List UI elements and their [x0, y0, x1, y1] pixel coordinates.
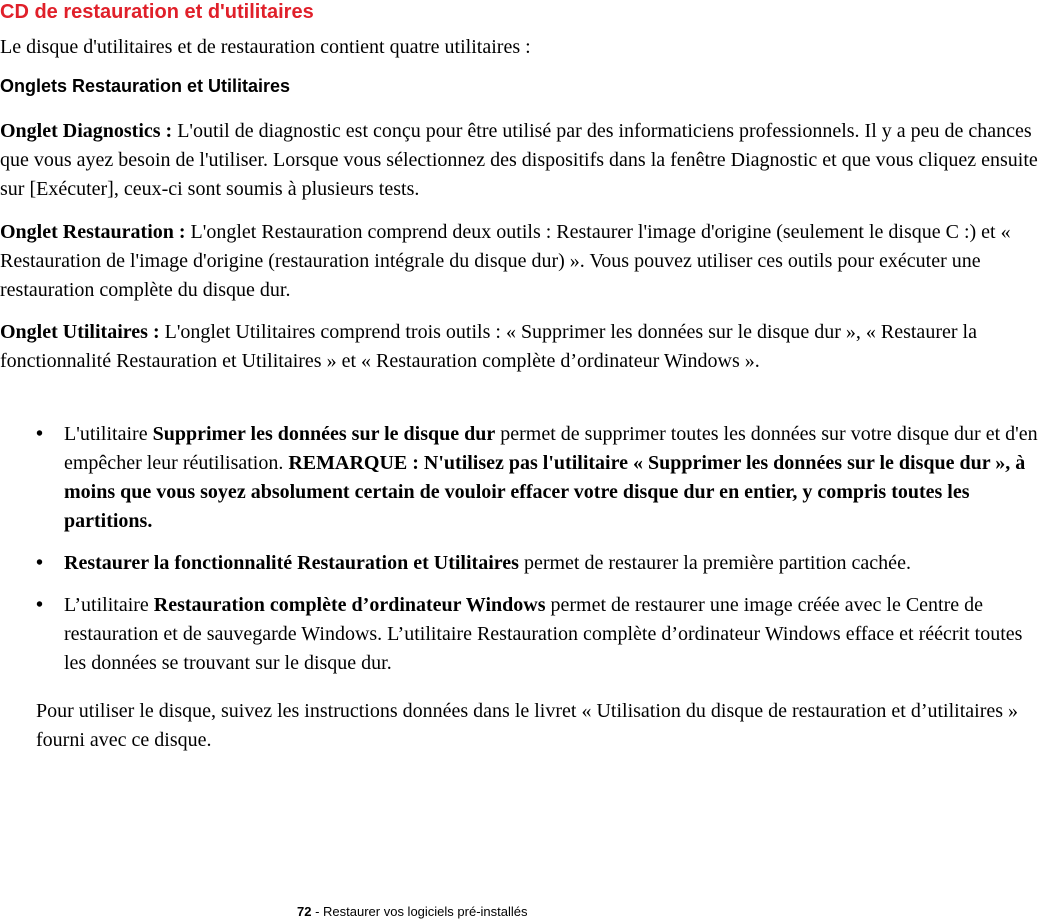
restauration-text: L'onglet Restauration comprend deux outils : Restaurer l'image d'origine (seulement le disque C :) et « Restauration de l'image d'origine (restauration intégrale du disque dur) ». Vous pouvez utiliser ces outils pour exécuter une restauration complète du disque dur.	[0, 221, 1011, 301]
utilitaires-label: Onglet Utilitaires :	[0, 321, 160, 343]
bullet1-prefix: L'utilitaire	[64, 423, 153, 445]
page-title: CD de restauration et d'utilitaires	[0, 1, 314, 23]
bullet1-text: permet de supprimer toutes les données sur votre disque dur et d'en empêcher leur réutilisation.	[64, 423, 1038, 474]
bullet-icon: •	[36, 594, 44, 616]
closing-paragraph: Pour utiliser le disque, suivez les instructions données dans le livret « Utilisation du disque de restauration et d’utilitaires » fourni avec ce disque.	[36, 700, 1019, 751]
intro-paragraph: Le disque d'utilitaires et de restauration contient quatre utilitaires :	[0, 36, 531, 58]
bullet3-text: permet de restaurer une image créée avec le Centre de restauration et de sauvegarde Windows. L’utilitaire Restauration complète d’ordinateur Windows efface et réécrit toutes les données se trouvant sur le disque dur.	[64, 594, 1023, 674]
bullet1-bold: Supprimer les données sur le disque dur	[152, 423, 496, 445]
bullet1-note: REMARQUE : N'utilisez pas l'utilitaire « Supprimer les données sur le disque dur », à moins que vous soyez absolument certain de vouloir effacer votre disque dur en entier, y compris toutes les partitions.	[64, 452, 1026, 532]
bullet-icon: •	[36, 423, 44, 445]
paragraph-diagnostics	[0, 117, 1039, 204]
bullet3-prefix: L’utilitaire	[64, 594, 154, 616]
bullet2-bold: Restaurer la fonctionnalité Restauration et Utilitaires	[64, 552, 519, 574]
utility-bullet-list	[0, 420, 1039, 691]
section-subheading: Onglets Restauration et Utilitaires	[0, 76, 291, 96]
page-number: 72	[297, 904, 312, 919]
bullet-item-supprimer	[0, 420, 1039, 536]
bullet-item-restaurer	[0, 549, 1039, 578]
diagnostics-label: Onglet Diagnostics :	[0, 120, 173, 142]
bullet-item-windows	[0, 591, 1039, 678]
bullet3-bold: Restauration complète d’ordinateur Windows	[153, 594, 546, 616]
restauration-label: Onglet Restauration :	[0, 221, 186, 243]
page-footer	[297, 904, 528, 920]
bullet-icon: •	[36, 552, 44, 574]
bullet2-text: permet de restaurer la première partition cachée.	[518, 552, 911, 574]
utilitaires-text: L'onglet Utilitaires comprend trois outils : « Supprimer les données sur le disque dur », « Restaurer la fonctionnalité Restauration et Utilitaires » et « Restauration complète d’ordinateur Windows ».	[0, 321, 977, 372]
paragraph-restauration	[0, 218, 1039, 305]
diagnostics-text: L'outil de diagnostic est conçu pour être utilisé par des informaticiens professionnels. Il y a peu de chances que vous ayez besoin de l'utiliser. Lorsque vous sélectionnez des dispositifs dans la fenêtre Diagnostic et que vous cliquez ensuite sur [Exécuter], ceux-ci sont soumis à plusieurs tests.	[0, 120, 1038, 200]
paragraph-utilitaires	[0, 318, 1039, 376]
footer-text: - Restaurer vos logiciels pré-installés	[311, 904, 528, 919]
